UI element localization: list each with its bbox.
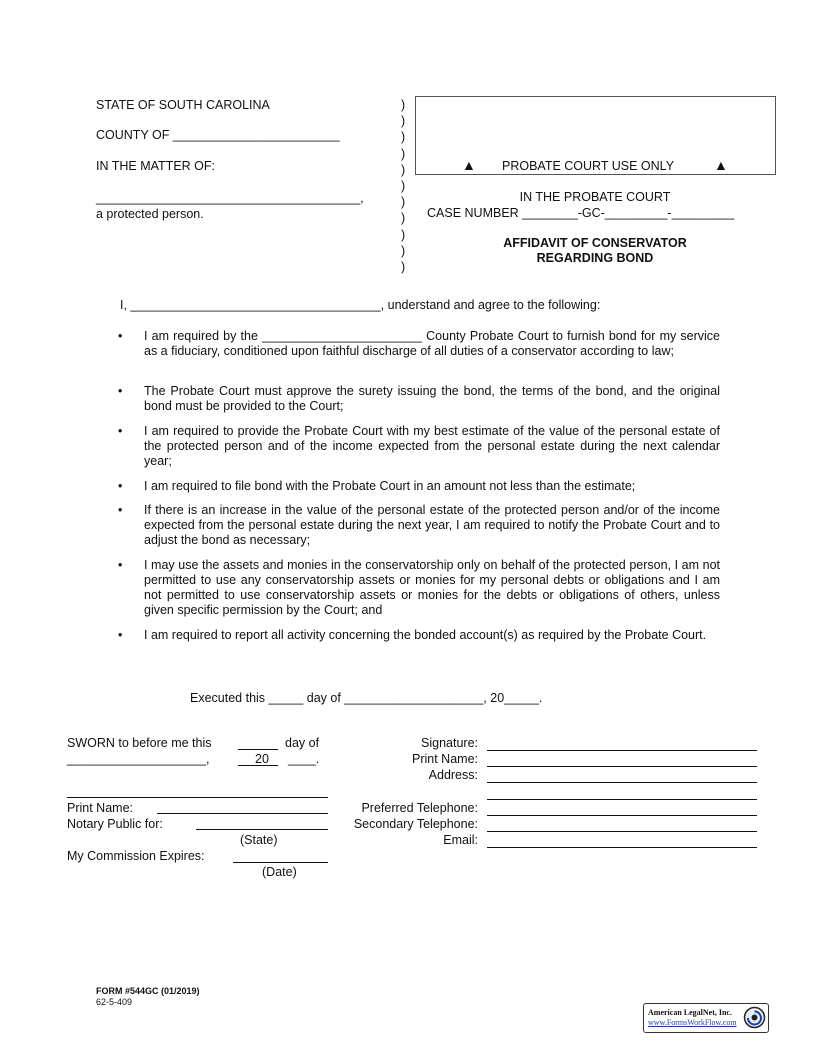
list-item: I may use the assets and monies in the conservatorship only on behalf of the protected person, I am not permitted to use any conservatorship assets or monies for my personal debts or obligations and I am not permitted to use conservatorship assets or monies for the debts or obligations of others, unless given specific permission by the Court; and [144, 558, 720, 617]
executed-line[interactable]: Executed this _____ day of ____________________, 20_____. [190, 691, 543, 705]
secondary-telephone-label: Secondary Telephone: [353, 817, 478, 831]
case-number-field[interactable]: CASE NUMBER ________-GC-_________-_________ [427, 206, 735, 220]
email-line[interactable] [487, 847, 757, 848]
signature-line[interactable] [487, 750, 757, 751]
secondary-telephone-line[interactable] [487, 831, 757, 832]
protected-person-name-line[interactable]: ______________________________________, [96, 191, 364, 205]
date-caption: (Date) [262, 865, 297, 879]
sworn-label: SWORN to before me this [67, 736, 212, 750]
address-line-1[interactable] [487, 782, 757, 783]
logo-website: www.FormsWorkFlow.com [648, 1018, 737, 1027]
preferred-telephone-label: Preferred Telephone: [361, 801, 478, 815]
year-prefix: 20 [255, 752, 269, 766]
list-item: I am required to file bond with the Probate Court in an amount not less than the estimate; [144, 479, 636, 493]
statute-code: 62-5-409 [96, 997, 133, 1007]
intro-statement: I, ____________________________________, understand and agree to the following: [120, 298, 601, 312]
print-name-line[interactable] [487, 766, 757, 767]
notary-print-name-label: Print Name: [67, 801, 133, 815]
globe-icon [743, 1006, 766, 1029]
caption-parentheses: ) ) ) ) ) ) ) ) ) ) ) [401, 98, 406, 275]
list-item: I am required to report all activity concerning the bonded account(s) as required by the Probate Court. [144, 628, 707, 642]
commission-date-line[interactable] [233, 862, 328, 863]
address-label: Address: [428, 768, 478, 782]
day-of-label: day of [285, 736, 320, 750]
address-line-2[interactable] [487, 799, 757, 800]
bullet-icon: • [118, 329, 123, 343]
bullet-icon: • [118, 628, 123, 642]
state-caption: (State) [240, 833, 278, 847]
county-label: COUNTY OF ________________________ [96, 128, 340, 142]
email-label: Email: [443, 833, 478, 847]
list-item: The Probate Court must approve the surety issuing the bond, the terms of the bond, and the original bond must be provided to the Court; [144, 384, 720, 413]
legalnet-logo [643, 1003, 769, 1033]
list-item: If there is an increase in the value of the personal estate of the protected person and/or of the income expected from the personal estate during the next year, I am required to notify the Probate Court and to adjust the bond as necessary; [144, 503, 720, 547]
sworn-day-line[interactable] [238, 749, 278, 750]
form-title-line2: REGARDING BOND [536, 251, 654, 265]
preferred-telephone-line[interactable] [487, 815, 757, 816]
commission-expires-label: My Commission Expires: [67, 849, 205, 863]
triangle-up-icon: ▲ [714, 157, 728, 173]
form-number: FORM #544GC (01/2019) [96, 986, 200, 996]
sworn-month-line[interactable]: ____________________, [67, 752, 210, 766]
year-line[interactable]: ____. [288, 752, 320, 766]
signature-label: Signature: [421, 736, 478, 750]
notary-public-for-label: Notary Public for: [67, 817, 163, 831]
matter-label: IN THE MATTER OF: [96, 159, 215, 173]
protected-person-label: a protected person. [96, 207, 204, 221]
notary-signature-line[interactable] [67, 797, 328, 798]
court-use-only-label: PROBATE COURT USE ONLY [502, 159, 675, 173]
state-label: STATE OF SOUTH CAROLINA [96, 98, 270, 112]
form-title-line1: AFFIDAVIT OF CONSERVATOR [503, 236, 687, 250]
list-item: I am required by the _______________________ County Probate Court to furnish bond for my service as a fiduciary, conditioned upon faithful discharge of all duties of a conservator according to law; [144, 329, 720, 358]
bullet-icon: • [118, 384, 123, 398]
bullet-icon: • [118, 479, 123, 493]
logo-company-name: American LegalNet, Inc. [648, 1008, 732, 1017]
bullet-icon: • [118, 503, 123, 517]
list-item: I am required to provide the Probate Court with my best estimate of the value of the personal estate of the protected person and of the income expected from the personal estate during the next calendar year; [144, 424, 720, 468]
print-name-label: Print Name: [412, 752, 478, 766]
triangle-up-icon: ▲ [462, 157, 476, 173]
bullet-icon: • [118, 424, 123, 438]
in-probate-court-label: IN THE PROBATE COURT [519, 190, 671, 204]
bullet-icon: • [118, 558, 123, 572]
